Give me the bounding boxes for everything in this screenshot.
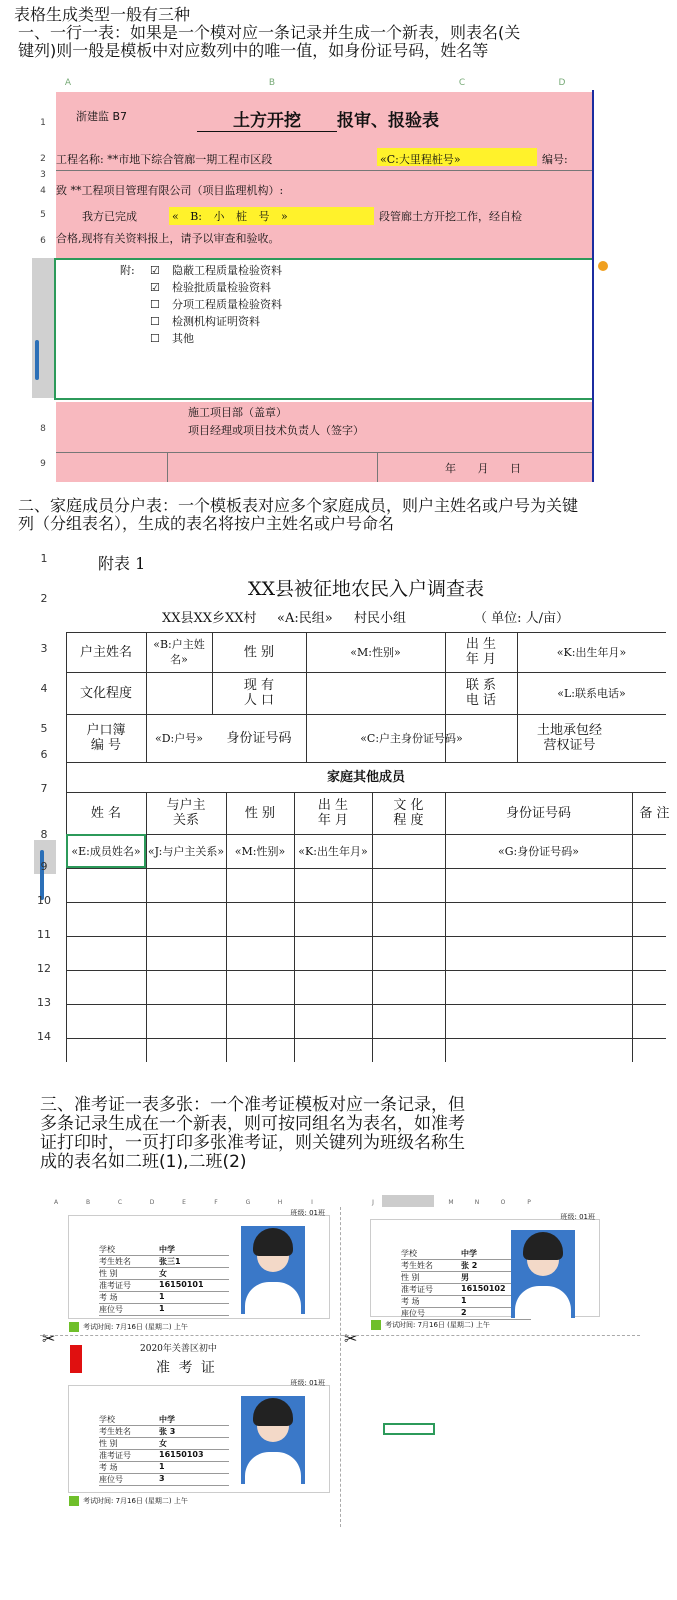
unit-label: （ 单位: 人/亩） [474, 610, 570, 626]
col-letter[interactable]: M [448, 1199, 454, 1206]
attachment-item [150, 279, 271, 295]
number-label: 编号: [542, 153, 568, 166]
label-population: 现 有 人 口 [243, 678, 275, 708]
row-number[interactable]: 6 [40, 748, 48, 761]
row-number[interactable]: 4 [40, 186, 46, 196]
section3-line2: 多条记录生成在一个新表，则可按同组名为表名，如准考 [40, 1114, 465, 1134]
col-letter[interactable]: D [149, 1199, 155, 1206]
ticket-row [99, 1304, 229, 1316]
shoulders [245, 1282, 301, 1314]
col-letter[interactable]: P [527, 1199, 531, 1206]
row-number[interactable]: 7 [40, 782, 48, 795]
ticket-label: 性 别 [99, 1438, 159, 1450]
col-header[interactable]: B [268, 78, 276, 88]
attachment-text: 隐蔽工程质量检验资料 [172, 264, 282, 277]
scissors-icon: ✂ [344, 1329, 358, 1348]
row-number[interactable]: 3 [40, 170, 46, 180]
hair [523, 1232, 563, 1260]
photo-image [511, 1230, 575, 1318]
field-head-name: «B:户主姓名» [153, 638, 205, 666]
grid-line [66, 936, 666, 937]
ticket-value: 中学 [159, 1244, 229, 1256]
ticket-label: 性 别 [401, 1272, 461, 1284]
exam-ticket [370, 1213, 600, 1329]
col-header[interactable]: C [458, 78, 466, 88]
member-header: 与户主 关系 [166, 798, 206, 828]
exam-time: 考试时间: 7月16日 (星期二) 上午 [385, 1321, 490, 1329]
class-label: 班级: 01班 [290, 1209, 325, 1217]
section2-line1: 二、家庭成员分户表：一个模板表对应多个家庭成员，则户主姓名或户号为关键 [18, 496, 579, 515]
grid-line [66, 902, 666, 903]
exam-time: 考试时间: 7月16日 (星期二) 上午 [83, 1497, 188, 1505]
row-number[interactable]: 10 [37, 894, 51, 907]
col-letter[interactable]: J [372, 1199, 374, 1206]
ticket-value: 中学 [159, 1414, 229, 1426]
print-boundary [592, 90, 594, 482]
checkbox-icon[interactable]: ☐ [150, 298, 160, 311]
row-number[interactable]: 13 [37, 996, 51, 1009]
ticket-label: 学校 [99, 1244, 159, 1256]
field-c: «C:大里程桩号» [380, 153, 461, 166]
ticket-row [99, 1414, 229, 1426]
member-header: 出 生 年 月 [317, 798, 349, 828]
class-label: 班级: 01班 [290, 1379, 325, 1387]
photo-image [241, 1396, 305, 1484]
member-field: «K:出生年月» [298, 844, 368, 858]
attachment-text: 分项工程质量检验资料 [172, 298, 282, 311]
ticket-label: 准考证号 [99, 1280, 159, 1292]
selected-cell[interactable] [383, 1423, 435, 1435]
section2-line2: 列（分组表名），生成的表名将按户主姓名或户号命名 [18, 514, 395, 533]
red-marker [70, 1345, 82, 1373]
attachment-text: 检验批质量检验资料 [172, 281, 271, 294]
ticket-value: 1 [159, 1462, 229, 1474]
ticket-row [99, 1292, 229, 1304]
member-field: «M:性别» [234, 844, 286, 858]
attachment-text: 检测机构证明资料 [172, 315, 260, 328]
ticket-value: 16150102 [461, 1284, 531, 1296]
section1-line1: 一、一行一表：如果是一个模对应一条记录并生成一个新表，则表名(关 [18, 23, 521, 42]
form-title-b: 报审、报验表 [337, 111, 439, 131]
ticket-title: 准 考 证 [156, 1360, 217, 1376]
label-gender: 性 别 [243, 644, 275, 660]
field-phone: «L:联系电话» [557, 686, 626, 700]
date-label: 年 月 日 [445, 462, 521, 475]
form-code: 浙建监 B7 [76, 110, 128, 123]
cut-line [340, 1207, 341, 1527]
checkbox-icon[interactable]: ☐ [150, 315, 160, 328]
ticket-label: 考生姓名 [401, 1260, 461, 1272]
row-number[interactable]: 5 [40, 722, 48, 735]
row-number[interactable]: 12 [37, 962, 51, 975]
label-land-cert: 土地承包经 营权证号 [536, 723, 602, 753]
ticket-value: 张 2 [461, 1260, 531, 1272]
ticket-value: 张 3 [159, 1426, 229, 1438]
green-marker [371, 1320, 381, 1330]
row-number[interactable]: 9 [40, 860, 48, 873]
ticket-label: 考 场 [401, 1296, 461, 1308]
member-header: 身份证号码 [505, 805, 571, 821]
ticket-value: 16150101 [159, 1280, 229, 1292]
row-number[interactable]: 2 [40, 592, 48, 605]
row-number[interactable]: 1 [40, 118, 46, 128]
sheet3-spreadsheet [40, 1195, 660, 1535]
selected-range[interactable] [54, 258, 594, 400]
section3-line4: 成的表名如二班(1),二班(2) [40, 1152, 247, 1172]
field-birth: «K:出生年月» [556, 645, 627, 659]
selected-cell[interactable] [66, 834, 146, 868]
ticket-value: 1 [159, 1292, 229, 1304]
attachment-item [150, 330, 194, 346]
attachment-text: 其他 [172, 332, 194, 345]
ticket-value: 女 [159, 1438, 229, 1450]
row-number[interactable]: 1 [40, 552, 48, 565]
ticket-row [99, 1244, 229, 1256]
col-letter[interactable]: C [117, 1199, 123, 1206]
member-header: 备 注 [639, 805, 670, 821]
ticket-label: 座位号 [401, 1308, 461, 1320]
ticket-label: 考 场 [99, 1462, 159, 1474]
shoulders [515, 1286, 571, 1318]
exam-ticket [68, 1209, 330, 1331]
shoulders [245, 1452, 301, 1484]
row-number[interactable]: 8 [40, 424, 46, 434]
row-number[interactable]: 3 [40, 642, 48, 655]
photo-image [241, 1226, 305, 1314]
field-gender: «M:性别» [350, 645, 401, 659]
col-header[interactable]: D [558, 78, 566, 88]
section3-line3: 证打印时，一页打印多张准考证，则关键列为班级名称生 [40, 1133, 465, 1153]
ticket-table [99, 1414, 229, 1486]
done-label: 我方已完成 [82, 210, 137, 223]
row-number[interactable]: 14 [37, 1030, 51, 1043]
survey-title: XX县被征地农民入户调查表 [247, 577, 485, 600]
group-suffix: 村民小组 [354, 610, 407, 626]
label-birth: 出 生 年 月 [465, 637, 497, 667]
family-header: 家庭其他成员 [326, 769, 405, 785]
section3-line1: 三、准考证一表多张：一个准考证模板对应一条记录，但 [40, 1095, 465, 1115]
done-suffix: 段管廊土方开挖工作，经自检 [379, 210, 522, 223]
checkbox-icon[interactable]: ☐ [150, 332, 160, 345]
member-header: 文 化 程 度 [393, 798, 424, 828]
member-field: «G:身份证号码» [498, 844, 579, 858]
ticket-label: 座位号 [99, 1304, 159, 1316]
member-header: 姓 名 [90, 805, 122, 821]
col-letter[interactable]: A [53, 1199, 59, 1206]
ticket-value: 2 [461, 1308, 531, 1320]
to-line: 致 **工程项目管理有限公司（项目监理机构）: [56, 184, 284, 197]
ticket-label: 学校 [99, 1414, 159, 1426]
row-number[interactable]: 8 [40, 828, 48, 841]
col-header[interactable]: A [64, 78, 72, 88]
col-letter[interactable]: I [311, 1199, 313, 1206]
scroll-handle[interactable] [40, 850, 44, 900]
col-letter[interactable]: G [245, 1199, 251, 1206]
ticket-label: 座位号 [99, 1474, 159, 1486]
ticket-value: 中学 [461, 1248, 531, 1260]
hair [253, 1228, 293, 1256]
scissors-icon: ✂ [42, 1329, 56, 1348]
ticket-row [99, 1474, 229, 1486]
label-phone: 联 系 电 话 [465, 678, 497, 708]
ticket-value: 男 [461, 1272, 531, 1284]
row-number[interactable]: 4 [40, 682, 48, 695]
sheet1-spreadsheet [32, 78, 604, 488]
ticket-label: 考 场 [99, 1292, 159, 1304]
ticket-row [99, 1462, 229, 1474]
ticket-row [99, 1426, 229, 1438]
ticket-label: 考生姓名 [99, 1426, 159, 1438]
qualified-text: 合格,现将有关资料报上，请予以审查和验收。 [56, 232, 280, 245]
label-head-name: 户主姓名 [79, 644, 132, 660]
grid-line [66, 1038, 666, 1039]
ticket-row [99, 1438, 229, 1450]
green-marker [69, 1496, 79, 1506]
ticket-row [99, 1268, 229, 1280]
project-label: 工程名称: **市地下综合管廊一期工程市区段 [56, 153, 273, 166]
ticket-table [99, 1244, 229, 1316]
member-field: «E:成员姓名» [71, 844, 141, 858]
ticket-row [99, 1280, 229, 1292]
member-field [372, 834, 445, 868]
row-number[interactable]: 2 [40, 154, 46, 164]
sheet2-spreadsheet [32, 550, 677, 1075]
ticket-label: 准考证号 [99, 1450, 159, 1462]
ticket-value: 张三1 [159, 1256, 229, 1268]
school-header: 2020年关善区初中 [140, 1344, 217, 1354]
error-indicator-icon[interactable] [598, 261, 608, 271]
checkbox-icon[interactable]: ☑ [150, 264, 160, 277]
field-id: «C:户主身份证号码» [360, 731, 463, 745]
row-number[interactable]: 6 [40, 236, 46, 246]
label-education: 文化程度 [79, 685, 132, 701]
member-field: «J:与户主关系» [147, 844, 225, 858]
ticket-value: 16150103 [159, 1450, 229, 1462]
attachment-item [150, 313, 260, 329]
ticket-row [99, 1450, 229, 1462]
dept-label: 施工项目部（盖章） [188, 406, 287, 419]
label-household-no: 户口簿 编 号 [86, 723, 126, 753]
intro-title: 表格生成类型一般有三种 [14, 5, 191, 24]
grid-line [66, 868, 666, 869]
ticket-label: 学校 [401, 1248, 461, 1260]
member-header: 性 别 [244, 805, 276, 821]
col-letter[interactable]: B [85, 1199, 91, 1206]
ticket-value: 1 [159, 1304, 229, 1316]
col-letter[interactable]: F [214, 1199, 218, 1206]
attachment-item [150, 296, 282, 312]
col-letter[interactable]: N [474, 1199, 480, 1206]
green-marker [69, 1322, 79, 1332]
form-title-a: 土方开挖 [197, 106, 337, 132]
ticket-value: 1 [461, 1296, 531, 1308]
exam-time: 考试时间: 7月16日 (星期二) 上午 [83, 1323, 188, 1331]
col-letter[interactable]: O [500, 1199, 506, 1206]
ticket-label: 准考证号 [401, 1284, 461, 1296]
row-number[interactable]: 9 [40, 459, 46, 469]
label-id: 身份证号码 [226, 730, 292, 746]
attach-label: 附: [120, 264, 135, 277]
field-household-no: «D:户号» [155, 731, 203, 745]
col-letter[interactable]: H [277, 1199, 283, 1206]
col-letter[interactable]: E [182, 1199, 186, 1206]
exam-ticket [68, 1379, 330, 1505]
scroll-handle[interactable] [35, 340, 39, 380]
hair [253, 1398, 293, 1426]
ticket-label: 性 别 [99, 1268, 159, 1280]
field-b: « B: 小 桩 号 » [172, 210, 288, 223]
section1-line2: 键列)则一般是模板中对应数列中的唯一值，如身份证号码，姓名等 [18, 41, 489, 60]
grid-line [66, 1004, 666, 1005]
attachment-item [150, 262, 282, 278]
row-number[interactable]: 5 [40, 210, 46, 220]
ticket-value: 女 [159, 1268, 229, 1280]
row-number[interactable]: 11 [37, 928, 51, 941]
attach-label: 附表 1 [98, 553, 146, 573]
grid-line [66, 970, 666, 971]
ticket-label: 考生姓名 [99, 1256, 159, 1268]
col-selected [382, 1195, 434, 1207]
manager-label: 项目经理或项目技术负责人（签字） [188, 424, 364, 437]
village-label: XX县XX乡XX村 [162, 610, 257, 626]
group-field: «A:民组» [277, 610, 333, 626]
ticket-row [99, 1256, 229, 1268]
ticket-value: 3 [159, 1474, 229, 1486]
class-label: 班级: 01班 [560, 1213, 595, 1221]
checkbox-icon[interactable]: ☑ [150, 281, 160, 294]
